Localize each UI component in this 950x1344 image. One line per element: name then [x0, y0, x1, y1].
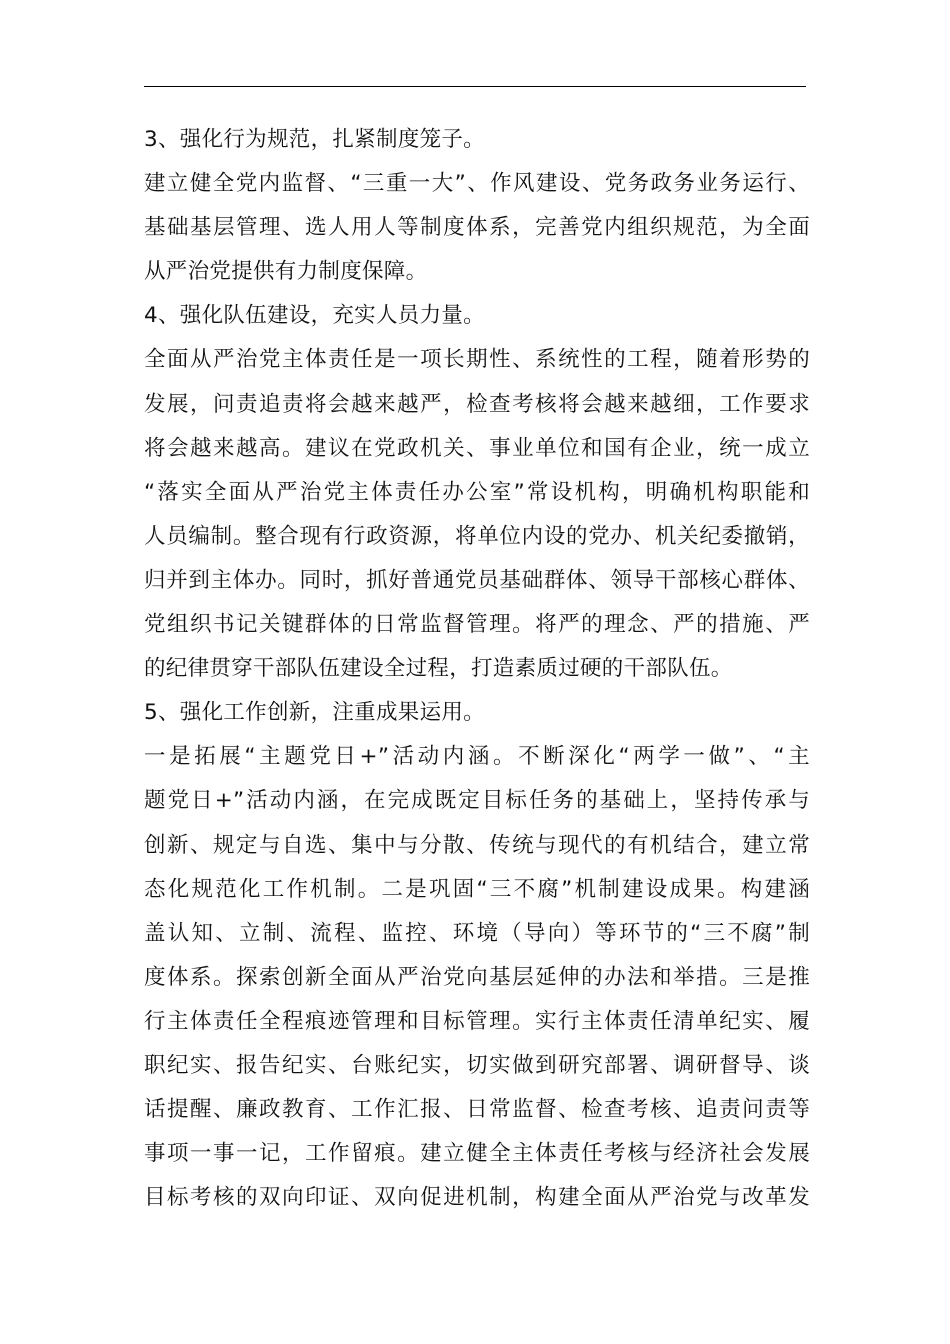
text-line: 人员编制。整合现有行政资源，将单位内设的党办、机关纪委撤销，	[144, 523, 810, 549]
text-line: “落实全面从严治党主体责任办公室”常设机构，明确机构职能和	[144, 479, 810, 505]
text-line: 职纪实、报告纪实、台账纪实，切实做到研究部署、调研督导、谈	[144, 1052, 810, 1078]
text-line: 态化规范化工作机制。二是巩固“三不腐”机制建设成果。构建涵	[144, 876, 810, 902]
text-line: 发展，问责追责将会越来越严，检查考核将会越来越细，工作要求	[144, 391, 810, 417]
header-rule	[144, 86, 806, 87]
text-line: 5、强化工作创新，注重成果运用。	[144, 700, 485, 726]
text-line: 的纪律贯穿干部队伍建设全过程，打造素质过硬的干部队伍。	[144, 656, 733, 682]
text-line: 题党日+”活动内涵，在完成既定目标任务的基础上，坚持传承与	[144, 788, 810, 814]
text-line: 盖认知、立制、流程、监控、环境（导向）等环节的“三不腐”制	[144, 920, 810, 946]
text-line: 一是拓展“主题党日+”活动内涵。不断深化“两学一做”、“主	[144, 744, 810, 770]
text-line: 度体系。探索创新全面从严治党向基层延伸的办法和举措。三是推	[144, 964, 810, 990]
text-line: 话提醒、廉政教育、工作汇报、日常监督、检查考核、追责问责等	[144, 1097, 810, 1123]
text-line: 目标考核的双向印证、双向促进机制，构建全面从严治党与改革发	[144, 1185, 810, 1211]
text-line: 全面从严治党主体责任是一项长期性、系统性的工程，随着形势的	[144, 347, 810, 373]
text-line: 行主体责任全程痕迹管理和目标管理。实行主体责任清单纪实、履	[144, 1008, 810, 1034]
text-line: 党组织书记关键群体的日常监督管理。将严的理念、严的措施、严	[144, 612, 810, 638]
text-line: 将会越来越高。建议在党政机关、事业单位和国有企业，统一成立	[144, 435, 810, 461]
text-line: 建立健全党内监督、“三重一大”、作风建设、党务政务业务运行、	[144, 171, 810, 197]
text-line: 归并到主体办。同时，抓好普通党员基础群体、领导干部核心群体、	[144, 567, 810, 593]
document-body	[144, 118, 810, 1220]
text-line: 事项一事一记，工作留痕。建立健全主体责任考核与经济社会发展	[144, 1141, 810, 1167]
text-line: 4、强化队伍建设，充实人员力量。	[144, 303, 485, 329]
text-line: 创新、规定与自选、集中与分散、传统与现代的有机结合，建立常	[144, 832, 810, 858]
text-line: 从严治党提供有力制度保障。	[144, 259, 428, 285]
text-line: 基础基层管理、选人用人等制度体系，完善党内组织规范，为全面	[144, 215, 810, 241]
text-line: 3、强化行为规范，扎紧制度笼子。	[144, 127, 485, 152]
